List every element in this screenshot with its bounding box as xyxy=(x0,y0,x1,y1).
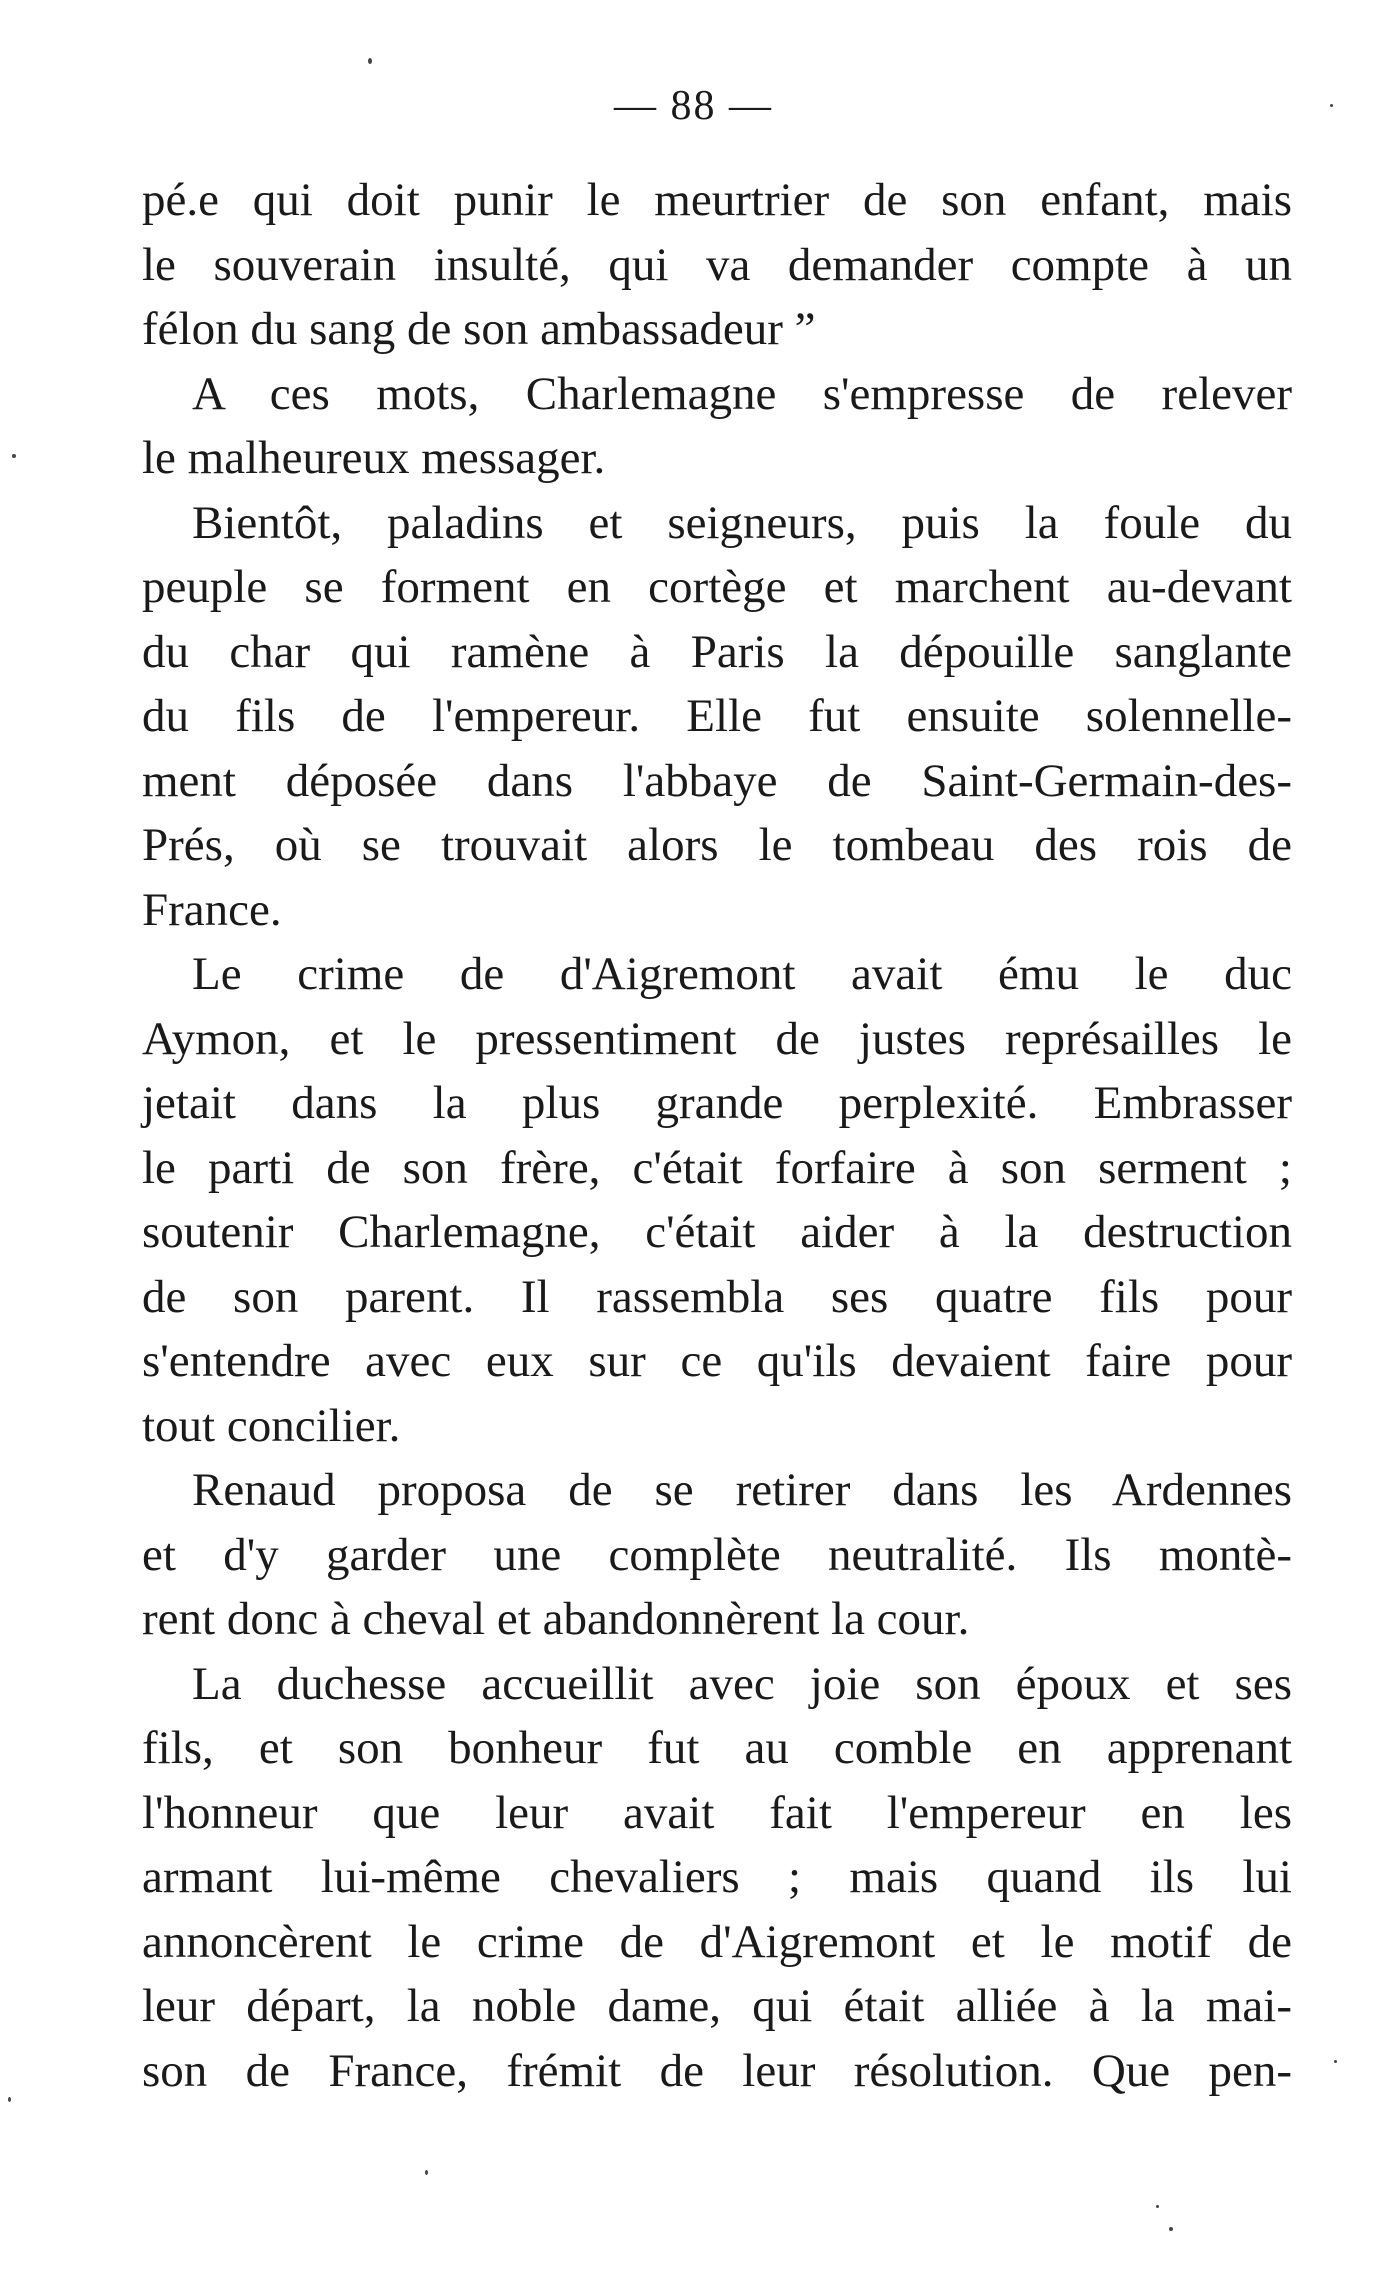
text-line: du char qui ramène à Paris la dépouille sanglante xyxy=(142,625,1292,678)
scan-speck xyxy=(1156,2205,1159,2208)
text-line: France. xyxy=(142,883,282,936)
text-line: le malheureux messager. xyxy=(142,432,606,484)
paragraph-start-line: A ces mots, Charlemagne s'empresse de relever xyxy=(192,367,1292,420)
page-number: — 88 — xyxy=(614,83,773,129)
text-line: son de France, frémit de leur résolution. Que pen- xyxy=(142,2044,1292,2097)
text-line: armant lui-même chevaliers ; mais quand ils lui xyxy=(142,1851,1292,1903)
body-text xyxy=(142,168,1292,2103)
text-line: le souverain insulté, qui va demander compte à un xyxy=(142,238,1292,291)
text-line: s'entendre avec eux sur ce qu'ils devaient faire pour xyxy=(142,1335,1292,1387)
scan-speck xyxy=(368,58,372,64)
text-line: fils, et son bonheur fut au comble en apprenant xyxy=(142,1722,1292,1774)
text-line: félon du sang de son ambassadeur ” xyxy=(142,303,816,355)
text-line: annoncèrent le crime de d'Aigremont et le motif de xyxy=(142,1915,1292,1968)
text-line: Prés, où se trouvait alors le tombeau des rois de xyxy=(142,819,1292,871)
paragraph-start-line: Bientôt, paladins et seigneurs, puis la foule du xyxy=(192,496,1292,549)
text-line: ment déposée dans l'abbaye de Saint-Germain-des- xyxy=(142,754,1292,807)
text-line: du fils de l'empereur. Elle fut ensuite solennelle- xyxy=(142,690,1292,742)
text-line: peuple se forment en cortège et marchent au-devant xyxy=(142,561,1292,613)
text-line: tout concilier. xyxy=(142,1399,401,1452)
scan-speck xyxy=(1169,2227,1173,2231)
text-line: l'honneur que leur avait fait l'empereur en les xyxy=(142,1786,1292,1839)
text-line: de son parent. Il rassembla ses quatre fils pour xyxy=(142,1270,1292,1323)
text-line: Aymon, et le pressentiment de justes représailles le xyxy=(142,1012,1292,1065)
text-line: soutenir Charlemagne, c'était aider à la destruction xyxy=(142,1206,1292,1258)
text-line: jetait dans la plus grande perplexité. Embrasser xyxy=(142,1077,1292,1129)
scan-speck xyxy=(1330,104,1333,107)
scan-speck xyxy=(425,2170,428,2175)
text-line: le parti de son frère, c'était forfaire à son serment ; xyxy=(142,1141,1292,1194)
text-line: et d'y garder une complète neutralité. Ils montè- xyxy=(142,1528,1292,1581)
paragraph-start-line: La duchesse accueillit avec joie son époux et ses xyxy=(192,1657,1292,1710)
paragraph-start-line: Renaud proposa de se retirer dans les Ardennes xyxy=(192,1464,1292,1516)
scan-speck xyxy=(8,2097,11,2102)
text-line: pé.e qui doit punir le meurtrier de son enfant, mais xyxy=(142,174,1292,226)
paragraph-start-line: Le crime de d'Aigremont avait ému le duc xyxy=(192,948,1292,1000)
scan-speck xyxy=(12,454,16,458)
text-line: leur départ, la noble dame, qui était alliée à la mai- xyxy=(142,1980,1292,2032)
scan-speck xyxy=(1334,2060,1337,2063)
text-line: rent donc à cheval et abandonnèrent la cour. xyxy=(142,1593,970,1645)
